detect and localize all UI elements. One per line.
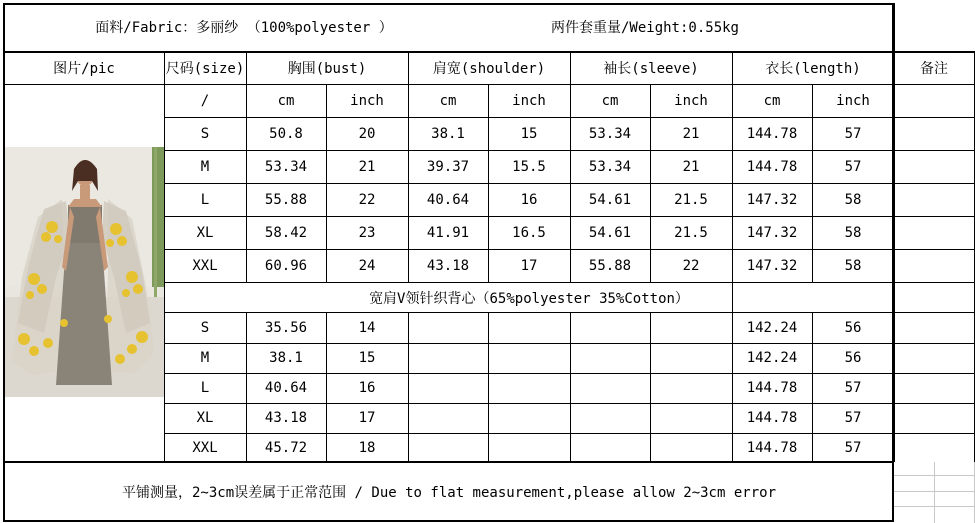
grid-line <box>164 373 894 374</box>
grid-line <box>164 433 894 434</box>
unit-sleeve-cm: cm <box>601 92 619 109</box>
set2-cell-length-cm: 142.24 <box>746 350 798 366</box>
set1-cell-shoulder-inch: 15 <box>520 125 538 142</box>
set2-cell-bust-cm: 35.56 <box>264 319 308 336</box>
set1-cell-shoulder-inch: 16.5 <box>512 224 546 241</box>
set1-cell-bust-cm: 60.96 <box>264 257 308 274</box>
set1-cell-sleeve-cm: 53.34 <box>588 158 632 175</box>
weight-label: 两件套重量/Weight:0.55kg <box>550 20 739 36</box>
set1-cell-length-cm: 147.32 <box>746 191 798 208</box>
set1-cell-sleeve-inch: 21 <box>682 158 700 175</box>
grid-line <box>164 312 894 313</box>
set1-cell-bust-cm: 53.34 <box>264 158 308 175</box>
header-length: 衣长(length) <box>765 61 861 77</box>
set1-cell-sleeve-inch: 21.5 <box>674 224 708 241</box>
set1-cell-length-inch: 57 <box>844 158 862 175</box>
grid-line <box>650 312 651 462</box>
set1-cell-bust-inch: 22 <box>358 191 376 208</box>
grid-line <box>3 520 893 522</box>
set2-cell-length-inch: 56 <box>844 319 862 336</box>
set2-cell-size: M <box>200 350 210 366</box>
set1-cell-shoulder-cm: 41.91 <box>426 224 470 241</box>
grid-line <box>164 343 894 344</box>
header-pic: 图片/pic <box>53 61 115 77</box>
grid-line <box>164 183 894 184</box>
grid-line <box>246 51 247 283</box>
set1-cell-bust-inch: 21 <box>358 158 376 175</box>
set1-cell-size: S <box>200 125 210 142</box>
grid-line <box>3 461 894 463</box>
set2-cell-bust-inch: 18 <box>358 439 376 456</box>
grid-line <box>3 3 5 522</box>
grid-line <box>894 343 975 344</box>
unit-sleeve-inch: inch <box>674 92 708 109</box>
set1-cell-length-cm: 147.32 <box>746 257 798 274</box>
set1-cell-length-cm: 144.78 <box>746 158 798 175</box>
set2-cell-size: XL <box>196 410 214 426</box>
fabric-label: 面料/Fabric：多丽纱 （100%polyester ） <box>95 20 393 36</box>
set1-cell-sleeve-cm: 55.88 <box>588 257 632 274</box>
grid-line <box>812 312 813 462</box>
set1-cell-sleeve-inch: 21 <box>682 125 700 142</box>
set2-cell-length-inch: 57 <box>844 380 862 396</box>
set1-cell-shoulder-cm: 39.37 <box>426 158 470 175</box>
set2-cell-length-cm: 144.78 <box>746 439 798 456</box>
grid-line <box>894 117 975 118</box>
set1-cell-bust-inch: 23 <box>358 224 376 241</box>
set2-cell-bust-inch: 15 <box>358 350 376 366</box>
set2-cell-length-cm: 144.78 <box>746 380 798 396</box>
grid-line <box>488 84 489 283</box>
set2-cell-length-inch: 57 <box>844 410 862 426</box>
set1-cell-size: M <box>200 158 210 175</box>
grid-line <box>570 51 571 283</box>
set2-cell-length-inch: 57 <box>844 439 862 456</box>
set2-cell-size: S <box>200 319 210 336</box>
header-sleeve: 袖长(sleeve) <box>603 61 699 77</box>
set2-cell-bust-cm: 43.18 <box>264 410 308 426</box>
set1-cell-bust-inch: 20 <box>358 125 376 142</box>
grid-line <box>3 84 975 85</box>
vest-title: 宽肩V领针织背心（65%polyester 35%Cotton） <box>369 290 689 307</box>
grid-line <box>164 403 894 404</box>
set2-cell-length-cm: 142.24 <box>746 319 798 336</box>
product-photo <box>4 147 164 397</box>
set1-cell-length-cm: 147.32 <box>746 224 798 241</box>
set1-cell-shoulder-inch: 15.5 <box>512 158 546 175</box>
unit-slash: / <box>200 92 210 109</box>
set2-cell-length-inch: 56 <box>844 350 862 366</box>
grid-line <box>164 249 894 250</box>
grid-line <box>164 282 894 283</box>
set2-cell-bust-inch: 17 <box>358 410 376 426</box>
grid-line <box>3 51 975 53</box>
grid-line <box>164 216 894 217</box>
grid-line <box>894 84 975 85</box>
set1-cell-sleeve-cm: 53.34 <box>588 125 632 142</box>
set1-cell-length-inch: 58 <box>844 224 862 241</box>
set1-cell-bust-cm: 50.8 <box>269 125 303 142</box>
footer-note: 平铺测量，2~3cm误差属于正常范围 / Due to flat measurement,please allow 2~3cm error <box>121 485 776 501</box>
header-bust: 胸围(bust) <box>287 61 367 77</box>
set1-cell-length-cm: 144.78 <box>746 125 798 142</box>
set1-cell-length-inch: 58 <box>844 257 862 274</box>
grid-line <box>164 51 165 462</box>
unit-bust-cm: cm <box>277 92 295 109</box>
set2-cell-bust-cm: 45.72 <box>264 439 308 456</box>
set1-cell-length-inch: 58 <box>844 191 862 208</box>
unit-length-cm: cm <box>763 92 781 109</box>
grid-line <box>894 249 975 250</box>
set1-cell-bust-inch: 24 <box>358 257 376 274</box>
grid-line <box>894 433 975 434</box>
unit-shoulder-cm: cm <box>439 92 457 109</box>
set1-cell-size: XXL <box>192 257 218 274</box>
grid-line <box>246 312 247 462</box>
unit-shoulder-inch: inch <box>512 92 546 109</box>
grid-line <box>732 51 733 462</box>
grid-line <box>570 312 571 462</box>
set1-cell-size: XL <box>196 224 214 241</box>
set1-cell-shoulder-inch: 17 <box>520 257 538 274</box>
grid-line <box>3 3 893 5</box>
grid-line <box>894 216 975 217</box>
set2-cell-size: XXL <box>192 439 218 456</box>
unit-length-inch: inch <box>836 92 870 109</box>
set2-cell-bust-cm: 40.64 <box>264 380 308 396</box>
grid-line <box>894 3 895 462</box>
set2-cell-bust-inch: 16 <box>358 380 376 396</box>
grid-line <box>488 312 489 462</box>
set1-cell-bust-cm: 55.88 <box>264 191 308 208</box>
faint-grid-line <box>934 462 935 523</box>
set1-cell-sleeve-cm: 54.61 <box>588 191 632 208</box>
set1-cell-sleeve-inch: 22 <box>682 257 700 274</box>
set1-cell-shoulder-cm: 43.18 <box>426 257 470 274</box>
grid-line <box>326 84 327 283</box>
set2-cell-length-cm: 144.78 <box>746 410 798 426</box>
grid-line <box>894 183 975 184</box>
grid-line <box>894 282 975 283</box>
set1-cell-sleeve-cm: 54.61 <box>588 224 632 241</box>
grid-line <box>894 373 975 374</box>
set2-cell-bust-cm: 38.1 <box>269 350 303 366</box>
set1-cell-size: L <box>200 191 210 208</box>
grid-line <box>894 312 975 313</box>
grid-line <box>894 403 975 404</box>
grid-line <box>650 84 651 283</box>
set1-cell-shoulder-cm: 38.1 <box>431 125 465 142</box>
set1-cell-bust-cm: 58.42 <box>264 224 308 241</box>
grid-line <box>812 84 813 283</box>
set1-cell-sleeve-inch: 21.5 <box>674 191 708 208</box>
set1-cell-shoulder-cm: 40.64 <box>426 191 470 208</box>
grid-line <box>408 51 409 283</box>
grid-line <box>164 117 894 118</box>
grid-line <box>164 150 894 151</box>
grid-line <box>408 312 409 462</box>
grid-line <box>326 312 327 462</box>
grid-line <box>894 150 975 151</box>
set2-cell-bust-inch: 14 <box>358 319 376 336</box>
model-illustration <box>4 147 164 397</box>
set1-cell-length-inch: 57 <box>844 125 862 142</box>
header-size: 尺码(size) <box>165 61 245 77</box>
set2-cell-size: L <box>200 380 210 396</box>
header-shoulder: 肩宽(shoulder) <box>432 61 546 77</box>
header-note: 备注 <box>920 61 948 77</box>
unit-bust-inch: inch <box>350 92 384 109</box>
set1-cell-shoulder-inch: 16 <box>520 191 538 208</box>
